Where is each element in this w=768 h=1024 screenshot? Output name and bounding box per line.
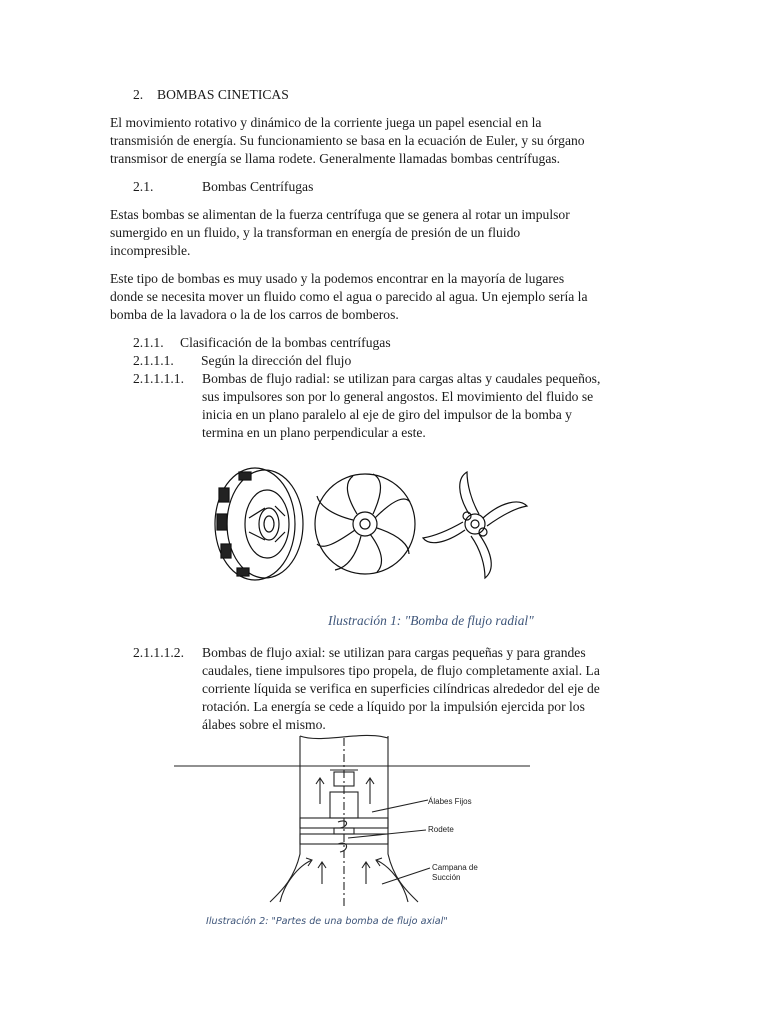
section-2-1-number: 2.1. xyxy=(133,179,154,194)
label-campana-1: Campana de xyxy=(432,863,478,872)
para1-line-3: incompresible. xyxy=(110,243,191,258)
item-1-line-4: termina en un plano perpendicular a este. xyxy=(202,425,426,440)
item-1-line-2: sus impulsores son por lo general angostos. El movimiento del fluido se xyxy=(202,389,594,404)
para1-line-1: Estas bombas se alimentan de la fuerza centrífuga que se genera al rotar un impulsor xyxy=(110,207,570,222)
intro-line-1: El movimiento rotativo y dinámico de la corriente juega un papel esencial en la xyxy=(110,115,542,130)
item-2-line-2: caudales, tiene impulsores tipo propela, de flujo completamente axial. La xyxy=(202,663,600,678)
para2-line-3: bomba de la lavadora o la de los carros de bomberos. xyxy=(110,307,399,322)
axial-pump-figure xyxy=(172,734,532,909)
item-2-line-3: corriente líquida se verifica en superficies cilíndricas alrededor del eje de xyxy=(202,681,600,696)
para2-line-1: Este tipo de bombas es muy usado y la podemos encontrar en la mayoría de lugares xyxy=(110,271,565,286)
item-2-line-1: Bombas de flujo axial: se utilizan para cargas pequeñas y para grandes xyxy=(202,645,586,660)
figure-1-caption: Ilustración 1: "Bomba de flujo radial" xyxy=(328,613,534,628)
radial-impellers-figure xyxy=(205,458,535,598)
intro-line-3: transmisor de energía se llama rodete. Generalmente llamadas bombas centrífugas. xyxy=(110,151,561,166)
item-2-line-5: álabes sobre el mismo. xyxy=(202,717,326,732)
figure-2-caption: Ilustración 2: "Partes de una bomba de flujo axial" xyxy=(206,916,448,927)
section-2-1-1-title: Clasificación de la bombas centrífugas xyxy=(180,335,391,350)
para2-line-2: donde se necesita mover un fluido como el agua o parecido al agua. Un ejemplo sería la xyxy=(110,289,588,304)
label-alabes-fijos: Álabes Fijos xyxy=(428,797,472,806)
item-2-line-4: rotación. La energía se cede a líquido por la impulsión ejercida por los xyxy=(202,699,585,714)
section-2-1-1-1-number: 2.1.1.1. xyxy=(133,353,174,368)
section-2-1-1-1-title: Según la dirección del flujo xyxy=(201,353,352,368)
intro-line-2: transmisión de energía. Su funcionamiento se basa en la ecuación de Euler, y su órgano xyxy=(110,133,585,148)
para1-line-2: sumergido en un fluido, y la transforman en energía de presión de un fluido xyxy=(110,225,521,240)
item-2-number: 2.1.1.1.2. xyxy=(133,645,184,660)
item-1-line-1: Bombas de flujo radial: se utilizan para cargas altas y caudales pequeños, xyxy=(202,371,601,386)
item-1-line-3: inicia en un plano paralelo al eje de giro del impulsor de la bomba y xyxy=(202,407,572,422)
section-2-1-title: Bombas Centrífugas xyxy=(202,179,314,194)
section-2-1-1-number: 2.1.1. xyxy=(133,335,164,350)
item-1-number: 2.1.1.1.1. xyxy=(133,371,184,386)
label-rodete: Rodete xyxy=(428,825,454,834)
section-2-title: BOMBAS CINETICAS xyxy=(157,87,289,102)
section-2-number: 2. xyxy=(133,87,144,102)
label-campana-2: Succión xyxy=(432,873,461,882)
